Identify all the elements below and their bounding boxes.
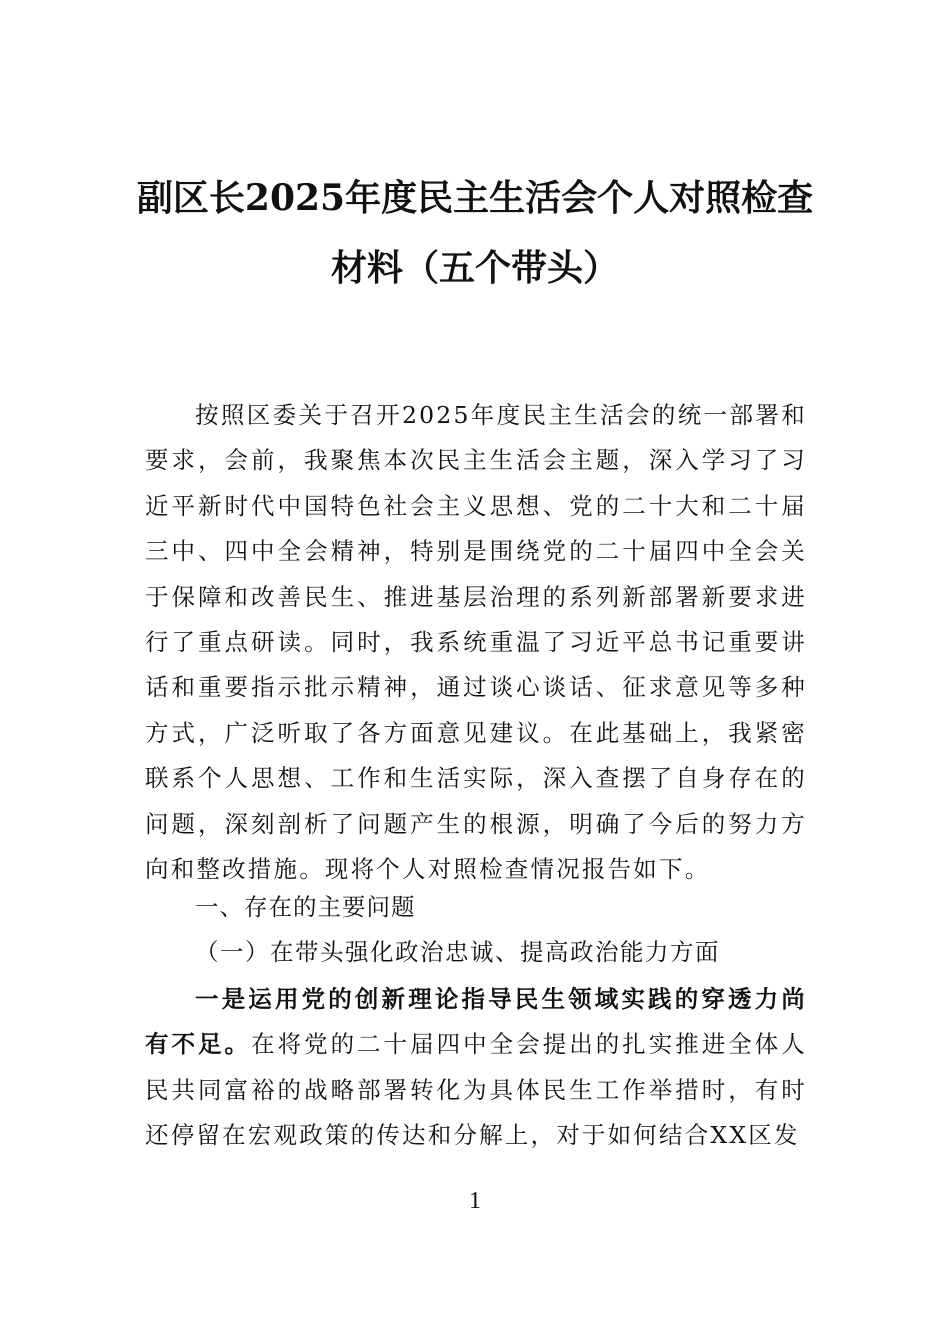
section-heading: 一、存在的主要问题 xyxy=(195,893,416,921)
document-title-line-2: 材料（五个带头） xyxy=(330,247,619,289)
intro-paragraph: 按照区委关于召开2025年度民主生活会的统一部署和要求，会前，我聚焦本次民主生活会主题，深入学习了习近平新时代中国特色社会主义思想、党的二十大和二十届三中、四中全会精神，特别是围绕党的二十届四中全会关于保障和改善民生、推进基层治理的系列新部署新要求进行了重点研读。同时，我系统重温了习近平总书记重要讲话和重要指示批示精神，通过谈心谈话、征求意见等多种方式，广泛听取了各方面意见建议。在此基础上，我紧密联系个人思想、工作和生活实际，深入查摆了自身存在的问题，深刻剖析了问题产生的根源，明确了今后的努力方向和整改措施。现将个人对照检查情况报告如下。 xyxy=(145,401,807,884)
document-title-line-1: 副区长2025年度民主生活会个人对照检查 xyxy=(136,177,814,219)
point-1-body: 在将党的二十届四中全会提出的扎实推进全体人民共同富裕的战略部署转化为具体民生工作举措时，有时还停留在宏观政策的传达和分解上，对于如何结合XX区发 xyxy=(145,1030,807,1150)
subsection-heading: （一）在带头强化政治忠诚、提高政治能力方面 xyxy=(195,938,720,966)
point-1-paragraph xyxy=(145,977,807,1159)
point-1-lead: 一是运用党的创新理论指导民生领域实践的穿透力尚有不足。 xyxy=(145,985,807,1059)
page-number: 1 xyxy=(469,1188,481,1214)
